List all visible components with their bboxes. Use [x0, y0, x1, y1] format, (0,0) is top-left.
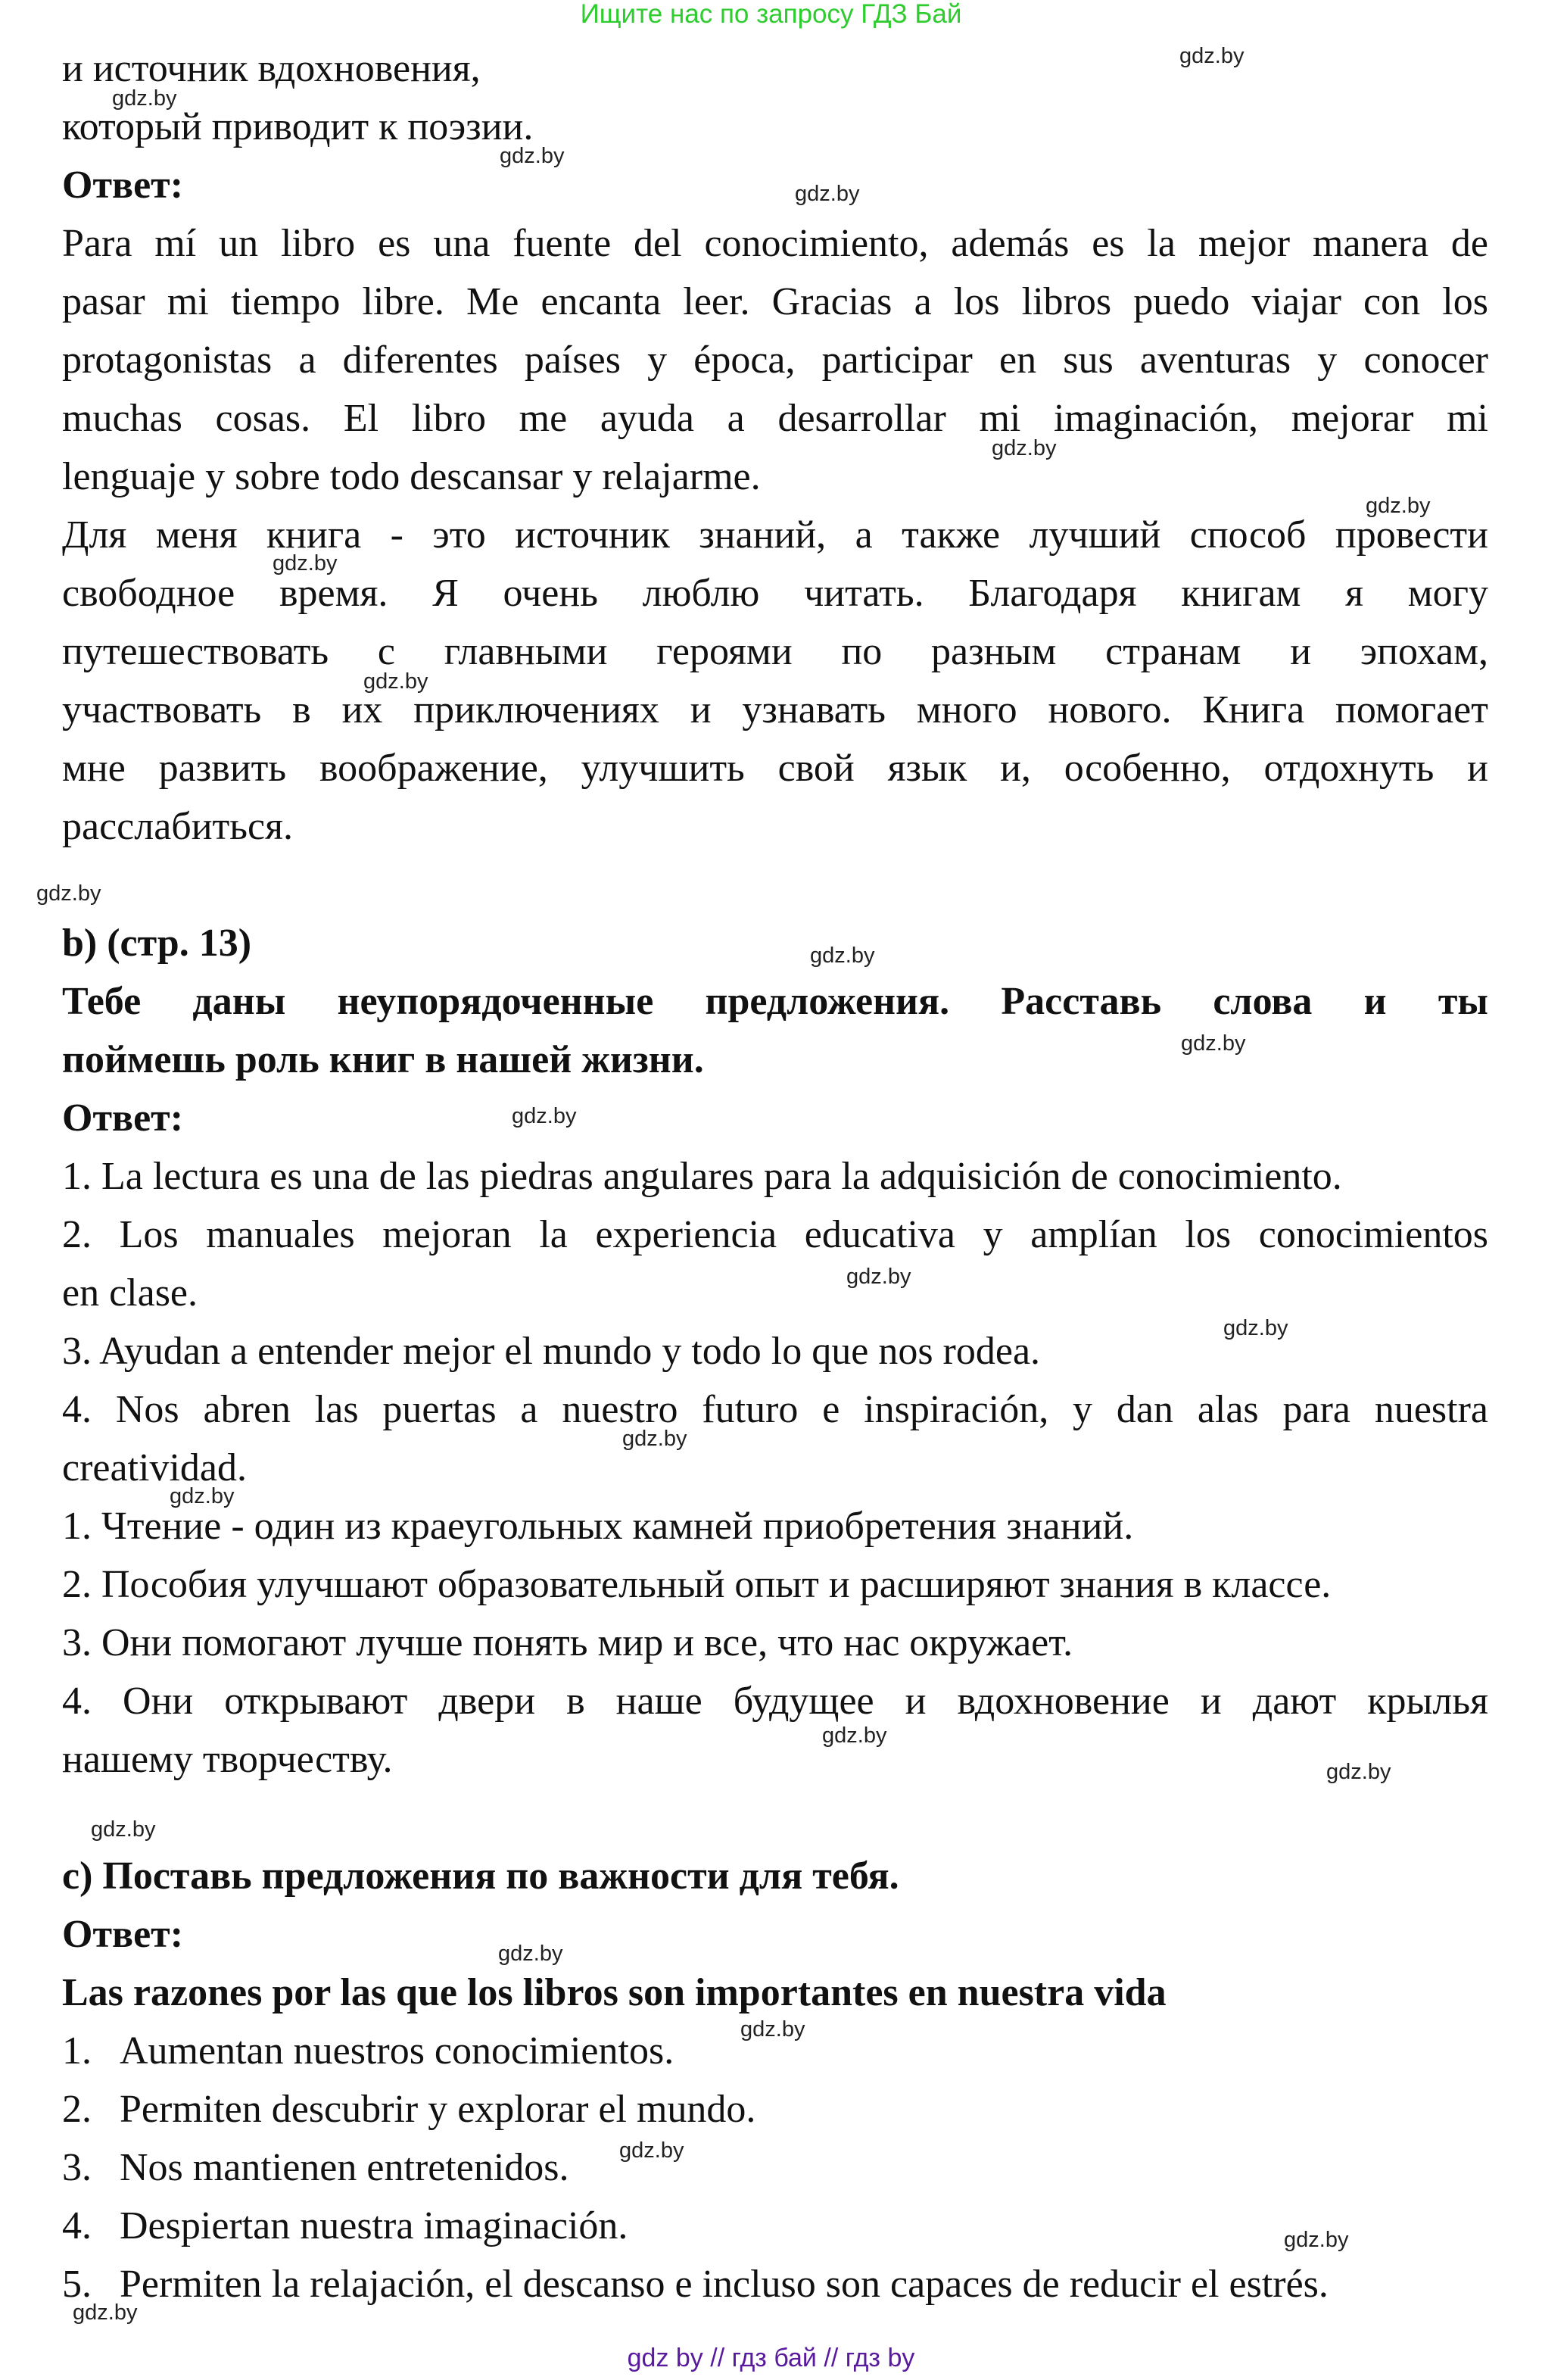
intro-line: который приводит к поэзии.	[62, 105, 534, 148]
answer-es-item: 1. La lectura es una de las piedras angulares para la adquisición de conocimiento.	[62, 1155, 1342, 1198]
watermark: gdz.by	[273, 551, 338, 576]
item-text: Despiertan nuestra imaginación.	[120, 2204, 628, 2247]
answer-es-item: en clase.	[62, 1271, 198, 1315]
section-c-title: Las razones por las que los libros son importantes en nuestra vida	[62, 1971, 1167, 2014]
answer-label: Ответ:	[62, 1096, 184, 1140]
watermark: gdz.by	[36, 881, 101, 906]
answer-ru-item: 4. Они открывают двери в наше будущее и вдохновение и дают крылья	[62, 1680, 1488, 1723]
watermark: gdz.by	[73, 2300, 138, 2325]
header-banner: Ищите нас по запросу ГДЗ Бай	[580, 0, 962, 29]
watermark: gdz.by	[363, 669, 428, 694]
document-body	[62, 39, 1488, 2313]
answer-ru-line: расслабиться.	[62, 805, 293, 848]
watermark: gdz.by	[846, 1265, 911, 1289]
answer-es-item: creatividad.	[62, 1446, 247, 1489]
answer-ru-item: нашему творчеству.	[62, 1738, 393, 1781]
answer-ru-line: участвовать в их приключениях и узнавать много нового. Книга помогает	[62, 688, 1488, 731]
answer-es-item: 4. Nos abren las puertas a nuestro futuro e inspiración, y dan alas para nuestra	[62, 1388, 1488, 1431]
watermark: gdz.by	[1326, 1760, 1391, 1784]
watermark: gdz.by	[1179, 44, 1245, 68]
item-text: Permiten descubrir y explorar el mundo.	[120, 2088, 756, 2131]
watermark: gdz.by	[810, 944, 875, 968]
watermark: gdz.by	[1223, 1316, 1288, 1340]
answer-es-line: muchas cosas. El libro me ayuda a desarrollar mi imaginación, mejorar mi	[62, 397, 1488, 440]
answer-es-line: lenguaje y sobre todo descansar y relajarme.	[62, 455, 761, 498]
answer-ru-line: мне развить воображение, улучшить свой язык и, особенно, отдохнуть и	[62, 747, 1488, 790]
watermark: gdz.by	[1181, 1031, 1246, 1056]
answer-es-line: pasar mi tiempo libre. Me encanta leer. Gracias a los libros puedo viajar con los	[62, 280, 1488, 323]
answer-es-item: 2. Los manuales mejoran la experiencia educativa y amplían los conocimientos	[62, 1213, 1488, 1256]
answer-ru-item: 3. Они помогают лучше понять мир и все, что нас окружает.	[62, 1621, 1073, 1664]
item-number: 2.	[62, 2088, 92, 2131]
watermark: gdz.by	[622, 1427, 687, 1451]
item-number: 3.	[62, 2146, 92, 2189]
list-item	[62, 2138, 1488, 2197]
watermark: gdz.by	[170, 1484, 235, 1508]
watermark: gdz.by	[992, 436, 1057, 460]
item-number: 5.	[62, 2263, 92, 2306]
item-text: Permiten la relajación, el descanso e incluso son capaces de reducir el estrés.	[120, 2263, 1329, 2306]
watermark: gdz.by	[1284, 2228, 1349, 2252]
section-b-task: поймешь роль книг в нашей жизни.	[62, 1038, 704, 1081]
answer-es-item: 3. Ayudan a entender mejor el mundo y todo lo que nos rodea.	[62, 1330, 1041, 1373]
watermark: gdz.by	[498, 1942, 563, 1966]
item-number: 4.	[62, 2204, 92, 2247]
answer-es-line: protagonistas a diferentes países y época, participar en sus aventuras y conocer	[62, 338, 1488, 382]
list-item	[62, 2080, 1488, 2138]
section-b-task: Тебе даны неупорядоченные предложения. Расставь слова и ты	[62, 980, 1488, 1023]
item-number: 1.	[62, 2029, 92, 2073]
section-c-heading: c) Поставь предложения по важности для тебя.	[62, 1854, 899, 1898]
section-b-heading: b) (стр. 13)	[62, 922, 252, 965]
watermark: gdz.by	[512, 1104, 577, 1128]
intro-line: и источник вдохновения,	[62, 47, 481, 90]
answer-ru-item: 1. Чтение - один из краеугольных камней приобретения знаний.	[62, 1505, 1134, 1548]
list-item	[62, 2255, 1488, 2313]
watermark: gdz.by	[619, 2138, 684, 2163]
watermark: gdz.by	[1366, 494, 1431, 518]
spacer	[62, 1789, 1488, 1847]
answer-ru-item: 2. Пособия улучшают образовательный опыт и расширяют знания в классе.	[62, 1563, 1332, 1606]
answer-label: Ответ:	[62, 1913, 184, 1956]
spacer	[62, 856, 1488, 914]
watermark: gdz.by	[112, 86, 177, 111]
item-text: Nos mantienen entretenidos.	[120, 2146, 569, 2189]
watermark: gdz.by	[795, 182, 860, 206]
watermark: gdz.by	[740, 2017, 805, 2042]
watermark: gdz.by	[91, 1817, 156, 1842]
item-text: Aumentan nuestros conocimientos.	[120, 2029, 674, 2073]
list-item	[62, 2197, 1488, 2255]
answer-label: Ответ:	[62, 164, 184, 207]
answer-es-line: Para mí un libro es una fuente del conocimiento, además es la mejor manera de	[62, 222, 1488, 265]
answer-ru-line: путешествовать с главными героями по разным странам и эпохам,	[62, 630, 1488, 673]
footer-banner: gdz by // гдз бай // гдз by	[627, 2344, 915, 2372]
watermark: gdz.by	[822, 1723, 887, 1748]
answer-ru-line: Для меня книга - это источник знаний, а также лучший способ провести	[62, 513, 1488, 557]
watermark: gdz.by	[500, 144, 565, 168]
answer-ru-line: свободное время. Я очень люблю читать. Благодаря книгам я могу	[62, 572, 1488, 615]
